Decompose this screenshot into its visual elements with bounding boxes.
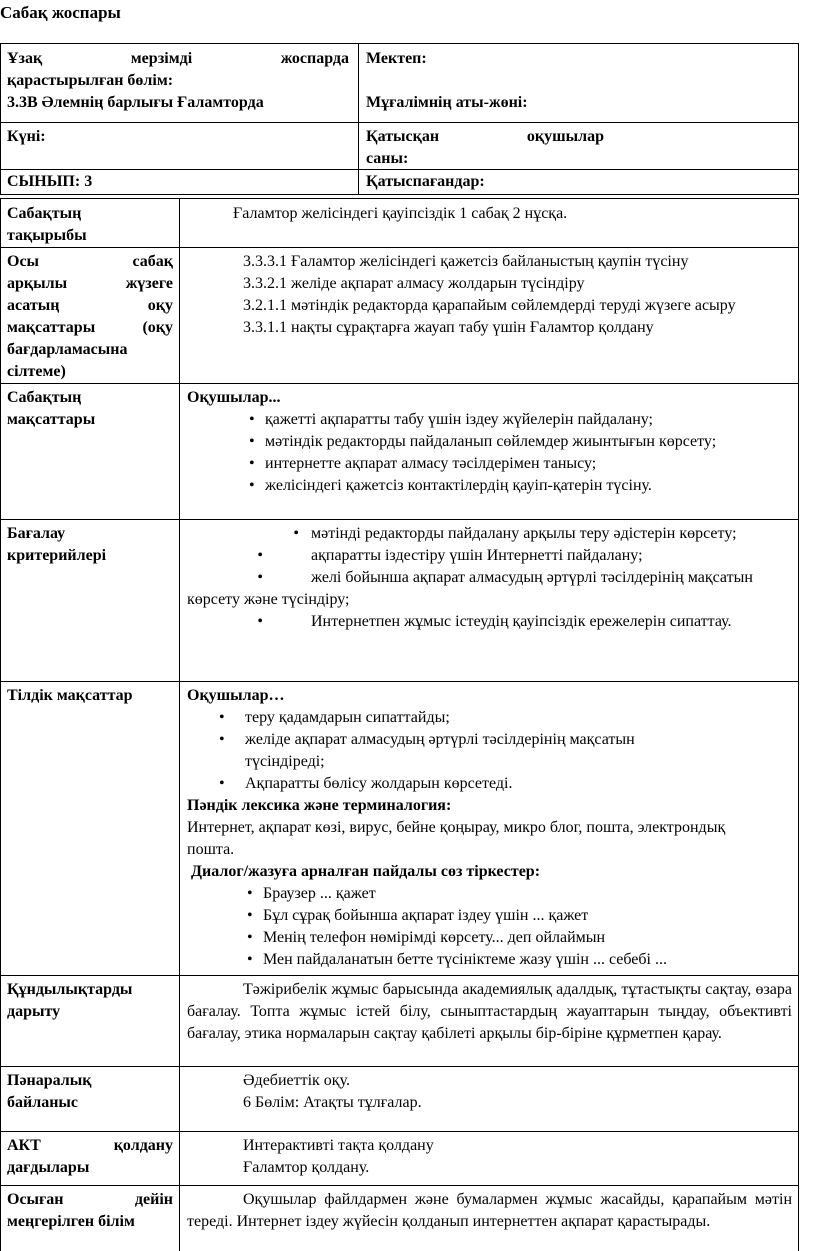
grade-label: СЫНЫП: 3 bbox=[7, 173, 93, 190]
present-count bbox=[366, 126, 604, 170]
absent-label: Қатыспағандар: bbox=[366, 173, 485, 190]
bullet-icon: • bbox=[257, 613, 263, 630]
criteria-label-line-1: Бағалау bbox=[7, 525, 66, 542]
vocab-heading: Пәндік лексика және терминалогия: bbox=[187, 797, 452, 814]
topic-label-line-2: тақырыбы bbox=[7, 227, 87, 244]
objective-item: 3.2.1.1 мәтіндік редакторда қарапайым сөйлемдерді теруді жүзеге асыру bbox=[243, 297, 736, 314]
bullet-icon: • bbox=[249, 455, 255, 472]
crosscurricular-line-2: 6 Бөлім: Атақты тұлғалар. bbox=[243, 1094, 422, 1111]
goals-content bbox=[187, 387, 792, 497]
bullet-icon: • bbox=[219, 775, 225, 792]
criteria-list bbox=[187, 523, 769, 633]
criteria-item: • Интернетпен жұмыс істеудің қауіпсіздік ережелерін сипаттау. bbox=[187, 611, 769, 633]
section-line-1: Ұзақ мерзімді жоспарда bbox=[7, 50, 349, 67]
goals-label bbox=[7, 387, 173, 431]
prior-text: Оқушылар файлдармен және бумалармен жұмыс жасайды, қарапайым мәтін тереді. Интернет іздеу жүйесін қолданып интернеттен ақпарат қарастырады. bbox=[187, 1191, 792, 1230]
phrase-item: • Мен пайдаланатын бетте түсініктеме жазу үшін ... себебі ... bbox=[243, 949, 792, 971]
objectives-list bbox=[187, 251, 792, 339]
ict-label-line-2: дағдылары bbox=[7, 1159, 90, 1176]
phrase-item: • Менің телефон нөмірімді көрсету... деп ойлаймын bbox=[243, 927, 792, 949]
bullet-icon: • bbox=[219, 731, 225, 748]
crosscurricular-content bbox=[243, 1070, 422, 1114]
criteria-item: • ақпаратты іздестіру үшін Интернетті пайдалану; bbox=[187, 545, 769, 567]
objectives-label-line: бағдарламасына bbox=[7, 341, 128, 358]
goals-label-line-1: Сабақтың bbox=[7, 389, 82, 406]
prior-label bbox=[7, 1189, 173, 1233]
school-label: Мектеп: bbox=[366, 50, 427, 67]
criteria-item: • желі бойынша ақпарат алмасудың әртүрлі тәсілдерінің мақсатын көрсету және түсіндіру; bbox=[187, 569, 753, 608]
section-info bbox=[7, 48, 349, 114]
bullet-icon: • bbox=[219, 709, 225, 726]
present-line-2: саны: bbox=[366, 150, 409, 167]
objectives-label-line: арқылы жүзеге bbox=[7, 275, 173, 292]
values-text: Тәжірибелік жұмыс барысында академиялық адалдық, тұтастықты сақтау, өзара бағалау. Топта жұмыс істей білу, сыныптастардың жауаптарын тыңдау, объективті бағалау, этика нормаларын сақтау қабілеті арқылы бір-біріне құрметпен қарау. bbox=[187, 981, 792, 1042]
date-label: Күні: bbox=[7, 128, 46, 145]
language-label: Тілдік мақсаттар bbox=[7, 687, 133, 704]
section-line-2: қарастырылған бөлім: bbox=[7, 72, 174, 89]
objectives-label-line: мақсаттары (оқу bbox=[7, 319, 173, 336]
bullet-icon: • bbox=[249, 433, 255, 450]
phrase-item: • Бұл сұрақ бойынша ақпарат іздеу үшін ... қажет bbox=[243, 905, 792, 927]
section-line-3: 3.3В Әлемнің барлығы Ғаламторда bbox=[7, 94, 264, 111]
bullet-icon: • bbox=[247, 907, 253, 924]
bullet-icon: • bbox=[249, 411, 255, 428]
bullet-icon: • bbox=[249, 477, 255, 494]
goal-item: • қажетті ақпаратты табу үшін іздеу жүйелерін пайдалану; bbox=[245, 409, 792, 431]
goals-label-line-2: мақсаттары bbox=[7, 411, 96, 428]
objectives-label bbox=[7, 251, 173, 383]
objective-item: 3.3.3.1 Ғаламтор желісіндегі қажетсіз байланыстың қаупін түсіну bbox=[243, 253, 689, 270]
language-item: • Ақпаратты бөлісу жолдарын көрсетеді. bbox=[215, 773, 792, 795]
ict-line-1: Интерактивті тақта қолдану bbox=[243, 1137, 434, 1154]
bullet-icon: • bbox=[257, 547, 263, 564]
values-label-line-2: дарыту bbox=[7, 1003, 61, 1020]
objective-item: 3.3.2.1 желіде ақпарат алмасу жолдарын түсіндіру bbox=[243, 275, 585, 292]
bullet-icon: • bbox=[247, 885, 253, 902]
criteria-item: • мәтінді редакторды пайдалану арқылы теру әдістерін көрсету; bbox=[187, 523, 769, 545]
crosscurricular-line-1: Әдебиеттік оқу. bbox=[243, 1072, 350, 1089]
ict-content bbox=[243, 1135, 434, 1179]
teacher-label: Мұғалімнің аты-жөні: bbox=[366, 94, 528, 111]
language-intro: Оқушылар… bbox=[187, 687, 285, 704]
prior-label-line-1: Осыған дейін bbox=[7, 1191, 173, 1208]
goal-item: • мәтіндік редакторды пайдаланып сөйлемдер жиынтығын көрсету; bbox=[245, 431, 792, 453]
topic-text: Ғаламтор желісіндегі қауіпсіздік 1 сабақ 2 нұсқа. bbox=[233, 205, 568, 222]
prior-label-line-2: меңгерілген білім bbox=[7, 1213, 135, 1230]
topic-label bbox=[7, 203, 173, 247]
language-item: • теру қадамдарын сипаттайды; bbox=[215, 707, 792, 729]
bullet-icon: • bbox=[257, 569, 263, 586]
goals-intro: Оқушылар... bbox=[187, 389, 281, 406]
language-content bbox=[187, 685, 792, 971]
crosscurricular-label-line-2: байланыс bbox=[7, 1094, 79, 1111]
values-label-line-1: Құндылықтарды bbox=[7, 981, 133, 998]
objectives-label-line: асатың оқу bbox=[7, 297, 173, 314]
ict-label-line-1: АКТ қолдану bbox=[7, 1137, 173, 1154]
phrase-item: • Браузер ... қажет bbox=[243, 883, 792, 905]
objectives-label-line: Осы сабақ bbox=[7, 253, 173, 270]
crosscurricular-label bbox=[7, 1070, 173, 1114]
criteria-label-line-2: критерийлері bbox=[7, 547, 107, 564]
ict-label bbox=[7, 1135, 173, 1179]
values-label bbox=[7, 979, 173, 1023]
page-title: Сабақ жоспары bbox=[0, 3, 121, 22]
vocab-text: Интернет, ақпарат көзі, вирус, бейне қоңырау, микро блог, пошта, электрондық пошта. bbox=[187, 819, 726, 858]
lesson-table bbox=[0, 198, 799, 1251]
ict-line-2: Ғаламтор қолдану. bbox=[243, 1159, 370, 1176]
bullet-icon: • bbox=[247, 929, 253, 946]
objective-item: 3.3.1.1 нақты сұрақтарға жауап табу үшін Ғаламтор қолдану bbox=[243, 319, 654, 336]
crosscurricular-label-line-1: Пәнаралық bbox=[7, 1072, 92, 1089]
bullet-icon: • bbox=[247, 951, 253, 968]
language-item: • желіде ақпарат алмасудың әртүрлі тәсілдерінің мақсатын түсіндіреді; bbox=[219, 731, 635, 770]
criteria-label bbox=[7, 523, 173, 567]
bullet-icon: • bbox=[293, 525, 299, 542]
topic-label-line-1: Сабақтың bbox=[7, 205, 82, 222]
goal-item: • желісіндегі қажетсіз контактілердің қауіп-қатерін түсіну. bbox=[245, 475, 792, 497]
phrases-heading: Диалог/жазуға арналған пайдалы сөз тіркестер: bbox=[191, 863, 541, 880]
goal-item: • интернетте ақпарат алмасу тәсілдерімен танысу; bbox=[245, 453, 792, 475]
header-table bbox=[0, 43, 799, 195]
objectives-label-line: сілтеме) bbox=[7, 363, 66, 380]
present-line-1: Қатысқан оқушылар bbox=[366, 128, 604, 145]
